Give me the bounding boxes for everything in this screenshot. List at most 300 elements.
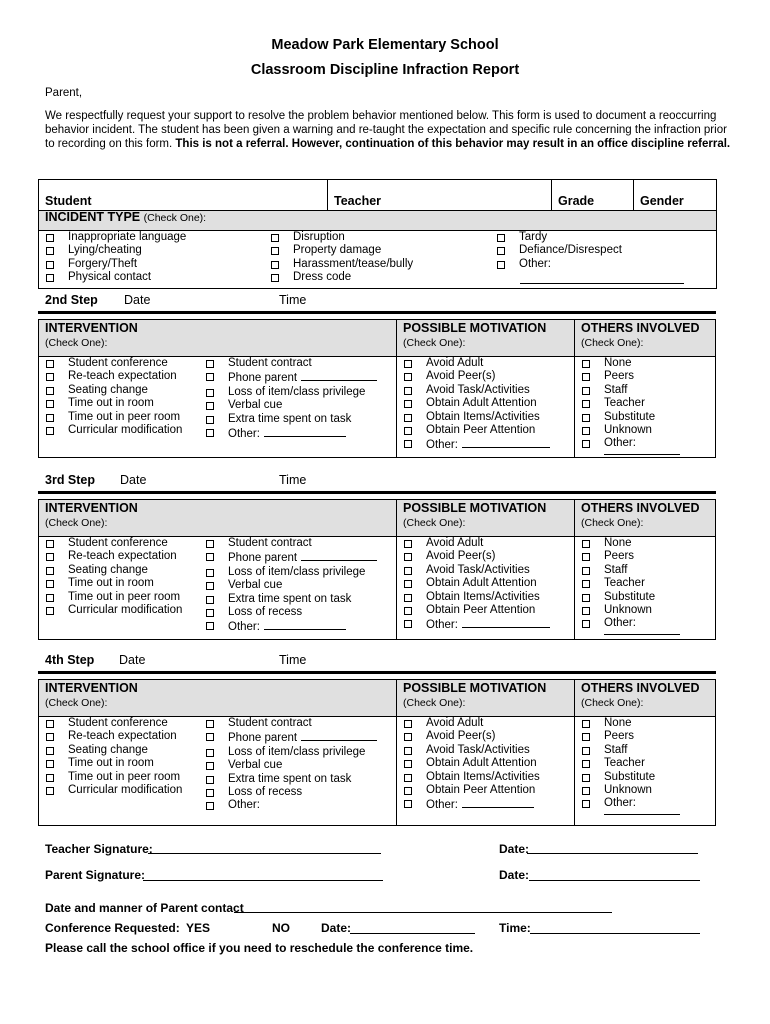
- checkbox-icon[interactable]: [582, 787, 590, 795]
- checkbox-icon[interactable]: [582, 733, 590, 741]
- parent-contact-line[interactable]: [234, 912, 612, 913]
- step-time-label: Time: [279, 293, 307, 307]
- checkbox-icon[interactable]: [46, 774, 54, 782]
- step-date-label: Date: [119, 653, 146, 667]
- teacher-signature-line[interactable]: [148, 853, 381, 854]
- intervention-option[interactable]: [44, 370, 182, 383]
- motivation-option[interactable]: [402, 397, 550, 410]
- motivation-header: POSSIBLE MOTIVATION: [403, 501, 547, 515]
- table-top-line: [38, 499, 716, 500]
- others-option[interactable]: [580, 771, 655, 784]
- item-label: Avoid Peer(s): [426, 550, 496, 563]
- checkbox-icon[interactable]: [404, 760, 412, 768]
- fill-in-line[interactable]: [301, 550, 377, 561]
- motivation-option[interactable]: [402, 537, 550, 550]
- intro-paragraph: [45, 109, 735, 151]
- checkbox-icon[interactable]: [404, 720, 412, 728]
- motivation-option[interactable]: [402, 357, 550, 370]
- checkbox-icon[interactable]: [404, 440, 412, 448]
- fill-in-line[interactable]: [301, 370, 377, 381]
- fill-in-line[interactable]: [462, 617, 550, 628]
- fill-in-line[interactable]: [462, 437, 550, 448]
- checkbox-icon[interactable]: [582, 540, 590, 548]
- checkbox-icon[interactable]: [206, 373, 214, 381]
- item-label: Loss of recess: [228, 606, 303, 619]
- parent-signature-line[interactable]: [143, 880, 383, 881]
- motivation-option[interactable]: [402, 577, 550, 590]
- checkbox-icon[interactable]: [206, 429, 214, 437]
- motivation-option[interactable]: [402, 757, 540, 770]
- checkbox-icon[interactable]: [404, 594, 412, 602]
- checkbox-icon[interactable]: [271, 274, 279, 282]
- others-option[interactable]: [580, 577, 655, 590]
- checkbox-icon[interactable]: [404, 427, 412, 435]
- intervention-option[interactable]: [44, 357, 182, 370]
- checkbox-icon[interactable]: [206, 569, 214, 577]
- item-label: None: [604, 357, 632, 369]
- conference-date-line[interactable]: [350, 933, 475, 934]
- others-header: OTHERS INVOLVED: [581, 501, 700, 515]
- incident-other-line[interactable]: [520, 283, 684, 284]
- item-label: Phone parent: [228, 372, 298, 385]
- incident-list-3: [495, 231, 622, 271]
- table-right-line: [715, 679, 716, 825]
- intervention-option[interactable]: [204, 357, 377, 370]
- intervention-option[interactable]: [204, 426, 377, 441]
- table-left-line: [38, 319, 39, 457]
- incident-option[interactable]: [44, 258, 186, 271]
- item-label: Curricular modification: [68, 604, 183, 617]
- step-label: 2nd Step: [45, 293, 98, 307]
- item-label: Student conference: [68, 717, 168, 729]
- item-label: Lying/cheating: [68, 244, 142, 257]
- others-list: [580, 537, 655, 631]
- checkbox-icon[interactable]: [46, 373, 54, 381]
- intro-bold: This is not a referral. However, continuation of this behavior may result in an office discipline referral.: [175, 138, 731, 150]
- item-label: Obtain Adult Attention: [426, 757, 537, 770]
- teacher-date-label: Date:: [499, 842, 530, 856]
- item-label: Time out in peer room: [68, 410, 181, 423]
- motivation-option[interactable]: [402, 424, 550, 437]
- checkbox-icon[interactable]: [206, 553, 214, 561]
- intervention-option[interactable]: [204, 606, 377, 619]
- check-one-note: (Check One):: [581, 337, 644, 349]
- motivation-option[interactable]: [402, 771, 540, 784]
- others-option[interactable]: [580, 744, 655, 757]
- item-label: Extra time spent on task: [228, 412, 352, 425]
- incident-option[interactable]: [269, 258, 413, 271]
- fill-in-line[interactable]: [264, 619, 346, 630]
- checkbox-icon[interactable]: [582, 553, 590, 561]
- checkbox-icon[interactable]: [206, 789, 214, 797]
- incident-option[interactable]: [495, 231, 622, 244]
- intervention-list-2: [204, 717, 377, 813]
- table-top-line: [38, 679, 716, 680]
- checkbox-icon[interactable]: [497, 261, 505, 269]
- checkbox-icon[interactable]: [46, 607, 54, 615]
- item-label: Teacher: [604, 577, 645, 590]
- gender-label: Gender: [640, 194, 684, 208]
- others-option[interactable]: [580, 784, 655, 797]
- checkbox-icon[interactable]: [404, 787, 412, 795]
- intervention-option[interactable]: [44, 384, 182, 397]
- intervention-option[interactable]: [44, 717, 182, 730]
- table-bottom-line: [38, 825, 716, 826]
- fill-in-line[interactable]: [462, 797, 534, 808]
- checkbox-icon[interactable]: [206, 762, 214, 770]
- check-one-note: (Check One):: [403, 517, 466, 529]
- intervention-header: INTERVENTION: [45, 321, 138, 335]
- checkbox-icon[interactable]: [46, 387, 54, 395]
- check-one-note: (Check One):: [45, 697, 108, 709]
- intervention-option[interactable]: [44, 730, 182, 743]
- intervention-option[interactable]: [204, 370, 377, 385]
- item-label: Student contract: [228, 357, 312, 369]
- checkbox-icon[interactable]: [206, 776, 214, 784]
- checkbox-icon[interactable]: [46, 360, 54, 368]
- intervention-option[interactable]: [44, 771, 182, 784]
- table-divider: [396, 679, 397, 825]
- intervention-option[interactable]: [204, 730, 377, 745]
- item-label: Disruption: [293, 231, 345, 243]
- motivation-header: POSSIBLE MOTIVATION: [403, 681, 547, 695]
- checkbox-icon[interactable]: [271, 247, 279, 255]
- item-label: Curricular modification: [68, 424, 183, 437]
- others-option[interactable]: [580, 591, 655, 604]
- checkbox-icon[interactable]: [582, 607, 590, 615]
- others-option[interactable]: [580, 730, 655, 743]
- intervention-option[interactable]: [44, 564, 182, 577]
- others-list: [580, 357, 655, 451]
- item-label: Re-teach expectation: [68, 550, 177, 563]
- checkbox-icon[interactable]: [46, 414, 54, 422]
- checkbox-icon[interactable]: [206, 540, 214, 548]
- table-divider: [574, 679, 575, 825]
- checkbox-icon[interactable]: [404, 400, 412, 408]
- checkbox-icon[interactable]: [582, 774, 590, 782]
- motivation-option[interactable]: [402, 384, 550, 397]
- intervention-list-2: [204, 357, 377, 441]
- conference-time-label: Time:: [499, 921, 531, 935]
- checkbox-icon[interactable]: [582, 414, 590, 422]
- conference-yes[interactable]: YES: [186, 921, 211, 935]
- item-label: Student conference: [68, 537, 168, 549]
- checkbox-icon[interactable]: [404, 387, 412, 395]
- step-time-label: Time: [279, 473, 307, 487]
- checkbox-icon[interactable]: [206, 733, 214, 741]
- others-option[interactable]: [580, 424, 655, 437]
- others-fill-line[interactable]: [604, 454, 680, 455]
- checkbox-icon[interactable]: [404, 607, 412, 615]
- intervention-option[interactable]: [204, 537, 377, 550]
- checkbox-icon[interactable]: [404, 373, 412, 381]
- intervention-option[interactable]: [204, 399, 377, 412]
- checkbox-icon[interactable]: [582, 747, 590, 755]
- checkbox-icon[interactable]: [46, 720, 54, 728]
- checkbox-icon[interactable]: [206, 389, 214, 397]
- table-left-line: [38, 499, 39, 639]
- intervention-option[interactable]: [204, 579, 377, 592]
- check-one-note: (Check One):: [45, 517, 108, 529]
- checkbox-icon[interactable]: [404, 567, 412, 575]
- checkbox-icon[interactable]: [206, 802, 214, 810]
- checkbox-icon[interactable]: [46, 787, 54, 795]
- intervention-option[interactable]: [44, 397, 182, 410]
- item-label: Unknown: [604, 424, 652, 437]
- item-label: Avoid Task/Activities: [426, 383, 530, 396]
- checkbox-icon[interactable]: [46, 594, 54, 602]
- checkbox-icon[interactable]: [404, 774, 412, 782]
- checkbox-icon[interactable]: [206, 416, 214, 424]
- intervention-option[interactable]: [204, 413, 377, 426]
- checkbox-icon[interactable]: [206, 749, 214, 757]
- table-right-line: [715, 319, 716, 457]
- checkbox-icon[interactable]: [497, 234, 505, 242]
- intervention-option[interactable]: [44, 757, 182, 770]
- others-option[interactable]: [580, 537, 655, 550]
- parent-date-line[interactable]: [529, 880, 700, 881]
- checkbox-icon[interactable]: [582, 620, 590, 628]
- item-label: Extra time spent on task: [228, 592, 352, 605]
- others-option[interactable]: [580, 604, 655, 617]
- motivation-option[interactable]: [402, 797, 540, 812]
- motivation-option[interactable]: [402, 717, 540, 730]
- item-label: Loss of item/class privilege: [228, 745, 366, 758]
- item-label: Teacher: [604, 397, 645, 410]
- checkbox-icon[interactable]: [46, 580, 54, 588]
- others-option[interactable]: [580, 717, 655, 730]
- checkbox-icon[interactable]: [404, 540, 412, 548]
- checkbox-icon[interactable]: [582, 567, 590, 575]
- motivation-header: POSSIBLE MOTIVATION: [403, 321, 547, 335]
- item-label: Physical contact: [68, 271, 152, 284]
- others-option[interactable]: [580, 384, 655, 397]
- report-title: Classroom Discipline Infraction Report: [250, 62, 520, 78]
- checkbox-icon[interactable]: [582, 360, 590, 368]
- motivation-option[interactable]: [402, 550, 550, 563]
- item-label: Obtain Adult Attention: [426, 577, 537, 590]
- intervention-header: INTERVENTION: [45, 501, 138, 515]
- incident-option[interactable]: [495, 244, 622, 257]
- checkbox-icon[interactable]: [206, 582, 214, 590]
- motivation-option[interactable]: [402, 744, 540, 757]
- intervention-option[interactable]: [204, 786, 377, 799]
- item-label: Time out in peer room: [68, 590, 181, 603]
- checkbox-icon[interactable]: [46, 234, 54, 242]
- motivation-option[interactable]: [402, 591, 550, 604]
- intervention-option[interactable]: [44, 411, 182, 424]
- item-label: Other:: [604, 617, 636, 630]
- checkbox-icon[interactable]: [46, 747, 54, 755]
- item-label: Obtain Adult Attention: [426, 397, 537, 410]
- checkbox-icon[interactable]: [206, 622, 214, 630]
- intervention-option[interactable]: [204, 550, 377, 565]
- checkbox-icon[interactable]: [582, 373, 590, 381]
- parent-contact-label: Date and manner of Parent contact: [45, 901, 244, 915]
- checkbox-icon[interactable]: [404, 620, 412, 628]
- incident-option[interactable]: [495, 258, 622, 271]
- item-label: Seating change: [68, 563, 148, 576]
- fill-in-line[interactable]: [301, 730, 377, 741]
- intervention-option[interactable]: [44, 784, 182, 797]
- checkbox-icon[interactable]: [46, 553, 54, 561]
- item-label: Avoid Task/Activities: [426, 743, 530, 756]
- item-label: Time out in room: [68, 757, 154, 770]
- motivation-option[interactable]: [402, 411, 550, 424]
- teacher-signature-label: Teacher Signature:: [45, 842, 153, 856]
- item-label: Other:: [228, 621, 260, 634]
- item-label: Extra time spent on task: [228, 772, 352, 785]
- item-label: Defiance/Disrespect: [519, 244, 622, 257]
- checkbox-icon[interactable]: [404, 580, 412, 588]
- checkbox-icon[interactable]: [206, 360, 214, 368]
- intervention-list-1: [44, 357, 182, 437]
- checkbox-icon[interactable]: [582, 440, 590, 448]
- check-one-note: (Check One):: [403, 337, 466, 349]
- item-label: Phone parent: [228, 552, 298, 565]
- step-date-label: Date: [120, 473, 147, 487]
- motivation-option[interactable]: [402, 617, 550, 632]
- salutation: Parent,: [45, 87, 83, 99]
- others-fill-line[interactable]: [604, 634, 680, 635]
- intervention-option[interactable]: [44, 591, 182, 604]
- item-label: None: [604, 537, 632, 549]
- intervention-option[interactable]: [44, 424, 182, 437]
- incident-option[interactable]: [44, 271, 186, 284]
- checkbox-icon[interactable]: [404, 733, 412, 741]
- intervention-option[interactable]: [204, 717, 377, 730]
- table-bottom-line: [38, 457, 716, 458]
- others-option[interactable]: [580, 617, 655, 630]
- incident-list-2: [269, 231, 413, 285]
- item-label: Obtain Peer Attention: [426, 784, 536, 797]
- intervention-option[interactable]: [204, 773, 377, 786]
- motivation-option[interactable]: [402, 784, 540, 797]
- motivation-option[interactable]: [402, 730, 540, 743]
- intervention-option[interactable]: [44, 537, 182, 550]
- item-label: Other:: [228, 799, 260, 812]
- checkbox-icon[interactable]: [46, 427, 54, 435]
- motivation-option[interactable]: [402, 437, 550, 452]
- checkbox-icon[interactable]: [582, 800, 590, 808]
- fill-in-line[interactable]: [264, 426, 346, 437]
- checkbox-icon[interactable]: [271, 234, 279, 242]
- incident-option[interactable]: [269, 231, 413, 244]
- motivation-option[interactable]: [402, 564, 550, 577]
- intervention-option[interactable]: [44, 604, 182, 617]
- parent-signature-label: Parent Signature:: [45, 868, 146, 882]
- item-label: Avoid Adult: [426, 717, 484, 729]
- intervention-option[interactable]: [204, 619, 377, 634]
- others-fill-line[interactable]: [604, 814, 680, 815]
- intervention-option[interactable]: [204, 759, 377, 772]
- incident-option[interactable]: [44, 231, 186, 244]
- checkbox-icon[interactable]: [206, 596, 214, 604]
- checkbox-icon[interactable]: [46, 540, 54, 548]
- incident-option[interactable]: [44, 244, 186, 257]
- checkbox-icon[interactable]: [404, 360, 412, 368]
- incident-type-label: INCIDENT TYPE (Check One):: [45, 210, 207, 224]
- checkbox-icon[interactable]: [582, 720, 590, 728]
- item-label: Teacher: [604, 757, 645, 770]
- item-label: Peers: [604, 370, 635, 383]
- checkbox-icon[interactable]: [46, 261, 54, 269]
- intervention-option[interactable]: [44, 744, 182, 757]
- table-divider: [396, 499, 397, 639]
- intervention-option[interactable]: [204, 799, 377, 812]
- others-option[interactable]: [580, 357, 655, 370]
- checkbox-icon[interactable]: [582, 427, 590, 435]
- checkbox-icon[interactable]: [46, 400, 54, 408]
- checkbox-icon[interactable]: [404, 747, 412, 755]
- incident-option[interactable]: [269, 244, 413, 257]
- checkbox-icon[interactable]: [582, 387, 590, 395]
- checkbox-icon[interactable]: [582, 580, 590, 588]
- checkbox-icon[interactable]: [582, 594, 590, 602]
- others-option[interactable]: [580, 797, 655, 810]
- item-label: Avoid Peer(s): [426, 730, 496, 743]
- checkbox-icon[interactable]: [46, 247, 54, 255]
- checkbox-icon[interactable]: [404, 414, 412, 422]
- checkbox-icon[interactable]: [46, 274, 54, 282]
- intervention-option[interactable]: [204, 566, 377, 579]
- teacher-date-line[interactable]: [527, 853, 698, 854]
- checkbox-icon[interactable]: [206, 402, 214, 410]
- motivation-option[interactable]: [402, 370, 550, 383]
- intervention-option[interactable]: [204, 386, 377, 399]
- incident-list-1: [44, 231, 186, 285]
- checkbox-icon[interactable]: [46, 567, 54, 575]
- others-option[interactable]: [580, 564, 655, 577]
- others-option[interactable]: [580, 757, 655, 770]
- checkbox-icon[interactable]: [206, 609, 214, 617]
- intervention-option[interactable]: [204, 593, 377, 606]
- grade-label: Grade: [558, 194, 595, 208]
- others-header: OTHERS INVOLVED: [581, 321, 700, 335]
- checkbox-icon[interactable]: [404, 553, 412, 561]
- others-option[interactable]: [580, 437, 655, 450]
- intervention-option[interactable]: [44, 577, 182, 590]
- intervention-option[interactable]: [204, 746, 377, 759]
- checkbox-icon[interactable]: [206, 720, 214, 728]
- others-option[interactable]: [580, 397, 655, 410]
- checkbox-icon[interactable]: [582, 760, 590, 768]
- checkbox-icon[interactable]: [497, 247, 505, 255]
- intervention-option[interactable]: [44, 550, 182, 563]
- motivation-option[interactable]: [402, 604, 550, 617]
- conference-no[interactable]: NO: [272, 921, 290, 935]
- checkbox-icon[interactable]: [46, 760, 54, 768]
- checkbox-icon[interactable]: [271, 261, 279, 269]
- motivation-list: [402, 717, 540, 813]
- conference-time-line[interactable]: [530, 933, 700, 934]
- item-label: Phone parent: [228, 732, 298, 745]
- item-label: Verbal cue: [228, 399, 283, 412]
- step-date-label: Date: [124, 293, 151, 307]
- table-divider: [574, 499, 575, 639]
- item-label: Curricular modification: [68, 784, 183, 797]
- checkbox-icon[interactable]: [582, 400, 590, 408]
- motivation-list: [402, 357, 550, 453]
- checkbox-icon[interactable]: [404, 800, 412, 808]
- others-option[interactable]: [580, 411, 655, 424]
- others-option[interactable]: [580, 370, 655, 383]
- item-label: Tardy: [519, 231, 548, 243]
- others-option[interactable]: [580, 550, 655, 563]
- incident-option[interactable]: [269, 271, 413, 284]
- item-label: Student contract: [228, 537, 312, 549]
- checkbox-icon[interactable]: [46, 733, 54, 741]
